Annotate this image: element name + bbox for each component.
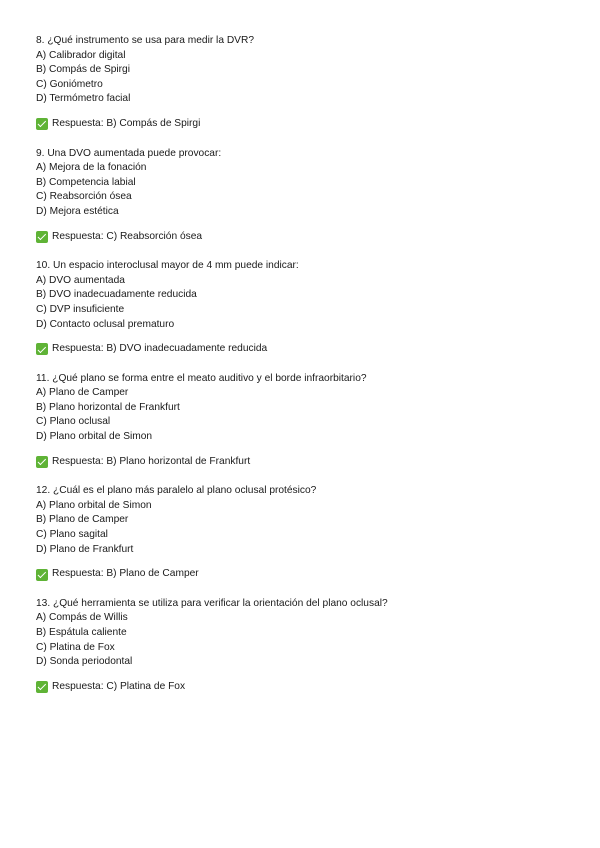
- answer-text: Respuesta: C) Platina de Fox: [52, 680, 186, 692]
- question-text: 13. ¿Qué herramienta se utiliza para verificar la orientación del plano oclusal?: [36, 597, 388, 609]
- answer-option: B) Espátula caliente: [36, 627, 127, 638]
- answer-option: D) Plano orbital de Simon: [36, 431, 153, 443]
- answer-option: C) Reabsorción ósea: [36, 191, 132, 203]
- check-mark-icon: [36, 118, 48, 130]
- answer-option: D) Termómetro facial: [36, 93, 131, 105]
- answer-option: C) Platina de Fox: [36, 641, 115, 653]
- answer-option: A) DVO aumentada: [36, 274, 125, 286]
- answer-option: D) Contacto oclusal prematuro: [36, 318, 175, 330]
- correct-answer: [36, 117, 576, 132]
- document-page: [36, 34, 576, 709]
- answer-option: B) Competencia labial: [36, 176, 136, 188]
- question-text: 11. ¿Qué plano se forma entre el meato auditivo y el borde infraorbitario?: [36, 372, 367, 384]
- correct-answer: [36, 567, 576, 582]
- answer-option: C) Plano sagital: [36, 529, 108, 541]
- check-mark-icon: [36, 456, 48, 468]
- answer-text: Respuesta: B) Plano de Camper: [52, 568, 199, 580]
- question-block: [36, 147, 576, 245]
- answer-option: A) Plano orbital de Simon: [36, 499, 152, 511]
- correct-answer: [36, 230, 576, 245]
- answer-option: D) Sonda periodontal: [36, 656, 133, 668]
- answer-option: C) DVP insuficiente: [36, 303, 125, 315]
- check-mark-icon: [36, 343, 48, 355]
- answer-option: D) Mejora estética: [36, 205, 119, 217]
- answer-option: C) Goniómetro: [36, 78, 103, 90]
- answer-text: Respuesta: B) Plano horizontal de Frankfurt: [52, 455, 251, 467]
- answer-option: A) Plano de Camper: [36, 387, 129, 399]
- check-mark-icon: [36, 231, 48, 243]
- correct-answer: [36, 680, 576, 695]
- answer-option: B) Plano de Camper: [36, 514, 129, 526]
- answer-text: Respuesta: B) Compás de Spirgi: [52, 117, 201, 129]
- answer-option: B) DVO inadecuadamente reducida: [36, 289, 197, 301]
- question-block: [36, 597, 576, 695]
- question-block: [36, 34, 576, 132]
- answer-option: C) Plano oclusal: [36, 416, 111, 428]
- answer-option: B) Plano horizontal de Frankfurt: [36, 401, 180, 413]
- answer-text: Respuesta: B) DVO inadecuadamente reducida: [52, 343, 268, 355]
- check-mark-icon: [36, 681, 48, 693]
- check-mark-icon: [36, 569, 48, 581]
- question-text: 10. Un espacio interoclusal mayor de 4 mm puede indicar:: [36, 260, 299, 272]
- question-text: 9. Una DVO aumentada puede provocar:: [36, 147, 222, 159]
- answer-option: A) Mejora de la fonación: [36, 162, 147, 174]
- question-text: 12. ¿Cuál es el plano más paralelo al plano oclusal protésico?: [36, 485, 317, 497]
- question-text: 8. ¿Qué instrumento se usa para medir la DVR?: [36, 35, 254, 46]
- answer-option: D) Plano de Frankfurt: [36, 543, 134, 555]
- question-block: [36, 484, 576, 582]
- question-block: [36, 259, 576, 357]
- answer-text: Respuesta: C) Reabsorción ósea: [52, 230, 203, 242]
- question-block: [36, 372, 576, 470]
- answer-option: A) Compás de Willis: [36, 612, 128, 624]
- answer-option: B) Compás de Spirgi: [36, 64, 130, 76]
- correct-answer: [36, 455, 576, 470]
- correct-answer: [36, 342, 576, 357]
- answer-option: A) Calibrador digital: [36, 49, 126, 61]
